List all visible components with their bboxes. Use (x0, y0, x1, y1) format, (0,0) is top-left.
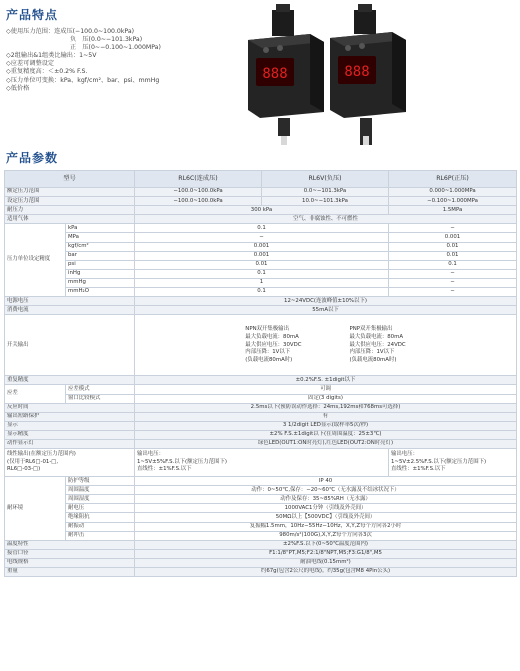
features-title: 产品特点 (6, 8, 59, 22)
unit-label: psi (66, 260, 135, 269)
cell: 2.5ms以下(预防误动作选择：24ms,192ms和768ms可选择) (135, 403, 517, 412)
table-row (5, 297, 517, 306)
row-label: 接管口径 (5, 549, 135, 558)
cell: −100.0~100.0kPa (135, 188, 262, 197)
spec-line: 内部压降：1V以下 (349, 349, 395, 356)
feature-line: 正 压(0~−0.100~1.000MPa) (70, 44, 161, 52)
label-line: 线性输出(在额定压力范围内) (7, 451, 76, 458)
cell: 0.1 (135, 224, 389, 233)
cell: ±2%F.S.以下(0~50℃温度范围内) (135, 540, 517, 549)
spec-line: 最大负载电流：80mA (349, 333, 404, 340)
cell: 空气、非腐蚀性、不可燃性 (135, 215, 517, 224)
spec-line: 直线性：±1%F.S.以下 (391, 466, 446, 473)
cell: F1:1/8"PT,M5;F2:1/8"NPT,M5;F3:G1/8",M5 (135, 549, 517, 558)
sub-label: 耐电压 (66, 504, 135, 513)
cell: −0.100~1.000MPa (389, 197, 517, 206)
cell: − (389, 288, 517, 297)
table-row (5, 385, 517, 394)
header-rl6c: RL6C(连成压) (135, 171, 262, 188)
table-row (5, 486, 517, 495)
cell: 动作：0~50℃,保存：−20~60℃（无水露及不结冰状况下） (135, 486, 517, 495)
spec-line: 1~5V±2.5%F.S.以下(额定压力范围下) (391, 458, 487, 465)
cell: 55mA以下 (135, 306, 517, 315)
analog-right-cell (389, 449, 517, 477)
table-row (5, 522, 517, 531)
table-row (5, 412, 517, 421)
spec-line: 1~5V±5%F.S.以下(额定压力范围下) (137, 458, 227, 465)
row-label: 耐环境 (5, 477, 66, 541)
feature-line: ◇低价格 (6, 84, 30, 92)
table-row (5, 568, 517, 577)
row-label: 重量 (5, 568, 135, 577)
spec-table (4, 170, 517, 577)
table-row (5, 504, 517, 513)
row-label: 压力单位设定精度 (5, 224, 66, 297)
feature-line: ◇2组输出&1组类比输出：1~5V (6, 52, 97, 60)
sub-label: 绝缘阻抗 (66, 513, 135, 522)
cell: 0.000~1.000MPa (389, 188, 517, 197)
cell: 50MΩ以上【500VDC】（引线及外壳间） (135, 513, 517, 522)
sub-label: 周围温度 (66, 486, 135, 495)
header-model: 型号 (5, 171, 135, 188)
table-row (5, 513, 517, 522)
unit-label: mmHg (66, 278, 135, 287)
table-header-row (5, 171, 517, 188)
row-label: 额定压力范围 (5, 188, 135, 197)
row-label: 重复精度 (5, 376, 135, 385)
table-row (5, 394, 517, 403)
table-row (5, 215, 517, 224)
table-row (5, 540, 517, 549)
unit-label: inHg (66, 269, 135, 278)
spec-line: 输出电压： (137, 451, 164, 458)
feature-line: ◇使用压力范围：连成压(−100.0~100.0kPa) (6, 28, 135, 35)
cell: 0.001 (389, 233, 517, 242)
cell: 0.001 (135, 251, 389, 260)
row-label: 消费电流 (5, 306, 135, 315)
sub-label: 耐冲击 (66, 531, 135, 540)
unit-label: kPa (66, 224, 135, 233)
cell: 1 (135, 278, 389, 287)
sub-label: 应差模式 (66, 385, 135, 394)
unit-label: bar (66, 251, 135, 260)
cell: 0.1 (389, 260, 517, 269)
table-row (5, 269, 517, 278)
cell: 300 kPa (135, 206, 389, 215)
params-title: 产品参数 (6, 151, 59, 165)
spec-line: NPN双开集极输出 (245, 326, 289, 333)
cell: 动作及保存：35~85%RH（无水露） (135, 495, 517, 504)
spec-line: 最大供应电压：30VDC (245, 341, 302, 348)
spec-line: 最大供应电压：24VDC (349, 341, 406, 348)
table-row (5, 376, 517, 385)
unit-label: kgf/cm² (66, 242, 135, 251)
table-row (5, 531, 517, 540)
cell: −100.0~100.0kPa (135, 197, 262, 206)
cell: 12~24VDC(连波峰值±10%以下) (135, 297, 517, 306)
cell: 1000VAC1分钟（引线及外壳间） (135, 504, 517, 513)
label-line: (仅用于RL6□-01-□, (7, 458, 59, 465)
row-label: 反应时间 (5, 403, 135, 412)
row-label: 电线规格 (5, 558, 135, 567)
spec-line: 最大负载电流：80mA (245, 333, 299, 340)
table-row (5, 288, 517, 297)
row-label: 温度特性 (5, 540, 135, 549)
pnp-spec (350, 326, 406, 364)
spec-line: 直线性：±1%F.S.以下 (137, 466, 192, 473)
table-row (5, 403, 517, 412)
cell: 复振幅1.5mm，10Hz−55Hz−10Hz，X,Y,Z每个方向各2小时 (135, 522, 517, 531)
cell: 绿色LED(OUT1:ON时亮灯),红色LED(OUT2:ON时亮灯) (135, 439, 517, 448)
sub-label: 周围湿度 (66, 495, 135, 504)
table-row (5, 449, 517, 477)
table-row (5, 260, 517, 269)
cell: IP 40 (135, 477, 517, 486)
cell: 固定(3 digits) (135, 394, 517, 403)
cell: ±0.2%F.S. ±1digit以下 (135, 376, 517, 385)
row-label (5, 449, 135, 477)
cell: 10.0~−101.3kPa (262, 197, 389, 206)
sub-label: 耐振动 (66, 522, 135, 531)
spec-line: (负载电流80mA时) (245, 356, 293, 363)
table-row (5, 188, 517, 197)
cell: 耐油电线(0.15mm²) (135, 558, 517, 567)
cell: − (389, 224, 517, 233)
table-row (5, 251, 517, 260)
cell: 0.1 (135, 288, 389, 297)
cell: 0.1 (135, 269, 389, 278)
led-readout: 888 (262, 66, 288, 82)
cell: 有 (135, 412, 517, 421)
cell: 可调 (135, 385, 517, 394)
cell: 0.01 (389, 242, 517, 251)
table-row (5, 233, 517, 242)
pressure-sensor-image-right (318, 0, 418, 145)
row-label: 设定压力范围 (5, 197, 135, 206)
table-row (5, 206, 517, 215)
header-rl6p: RL6P(正压) (389, 171, 517, 188)
cell: 0.001 (135, 242, 389, 251)
header-rl6v: RL6V(负压) (262, 171, 389, 188)
spec-line: (负载电流80mA时) (349, 356, 397, 363)
spec-line: 内部压降：1V以下 (245, 349, 291, 356)
cell: 0.0~−101.3kPa (262, 188, 389, 197)
cell: − (389, 269, 517, 278)
cell: 约67g(包含2公尺的电线)。约35g(包含M8 4Pin公头) (135, 568, 517, 577)
features-list (6, 28, 161, 93)
table-row (5, 477, 517, 486)
sub-label: 防护等级 (66, 477, 135, 486)
table-row (5, 421, 517, 430)
spec-line: PNP双开集极输出 (349, 326, 393, 333)
table-row (5, 315, 517, 376)
table-row (5, 306, 517, 315)
label-line: RL6□-03-□) (7, 466, 41, 473)
table-row (5, 242, 517, 251)
unit-label: mmH₂O (66, 288, 135, 297)
table-row (5, 224, 517, 233)
switch-output-cell (135, 315, 517, 376)
cell: − (135, 233, 389, 242)
cell: 0.01 (389, 251, 517, 260)
feature-line: 负 压(0.0~−101.3kPa) (70, 36, 143, 44)
table-row (5, 439, 517, 448)
table-row (5, 197, 517, 206)
table-row (5, 430, 517, 439)
npn-spec (245, 326, 301, 364)
analog-left-cell (135, 449, 389, 477)
cell: 3 1/2digit LED显示(取样率5次/秒) (135, 421, 517, 430)
cell: 0.01 (135, 260, 389, 269)
row-label: 显示精度 (5, 430, 135, 439)
spec-line: 输出电压： (391, 451, 418, 458)
table-row (5, 558, 517, 567)
unit-label: MPa (66, 233, 135, 242)
cell: 1.5MPa (389, 206, 517, 215)
feature-line: ◇压力单位可变换：kPa、kgf/cm²、bar、psi、mmHg (6, 76, 160, 84)
row-label: 开关输出 (5, 315, 135, 376)
table-row (5, 549, 517, 558)
feature-line: ◇重复精度高：＜±0.2% F.S. (6, 68, 88, 76)
cell: ±2% F.S.±1digit以下(在周围温度：25±3℃) (135, 430, 517, 439)
row-label: 耐压力 (5, 206, 135, 215)
row-label: 输出短路保护 (5, 412, 135, 421)
row-label: 电源电压 (5, 297, 135, 306)
led-readout: 888 (344, 64, 370, 80)
feature-line: ◇应差可调整设定 (6, 60, 55, 68)
row-label: 显示 (5, 421, 135, 430)
row-label: 适用气体 (5, 215, 135, 224)
table-row (5, 278, 517, 287)
row-label: 动作显示灯 (5, 439, 135, 448)
cell: 980m/s²(100G),X,Y,Z每个方向各3次 (135, 531, 517, 540)
row-label: 应差 (5, 385, 66, 403)
table-row (5, 495, 517, 504)
cell: − (389, 278, 517, 287)
sub-label: 窗口比较模式 (66, 394, 135, 403)
